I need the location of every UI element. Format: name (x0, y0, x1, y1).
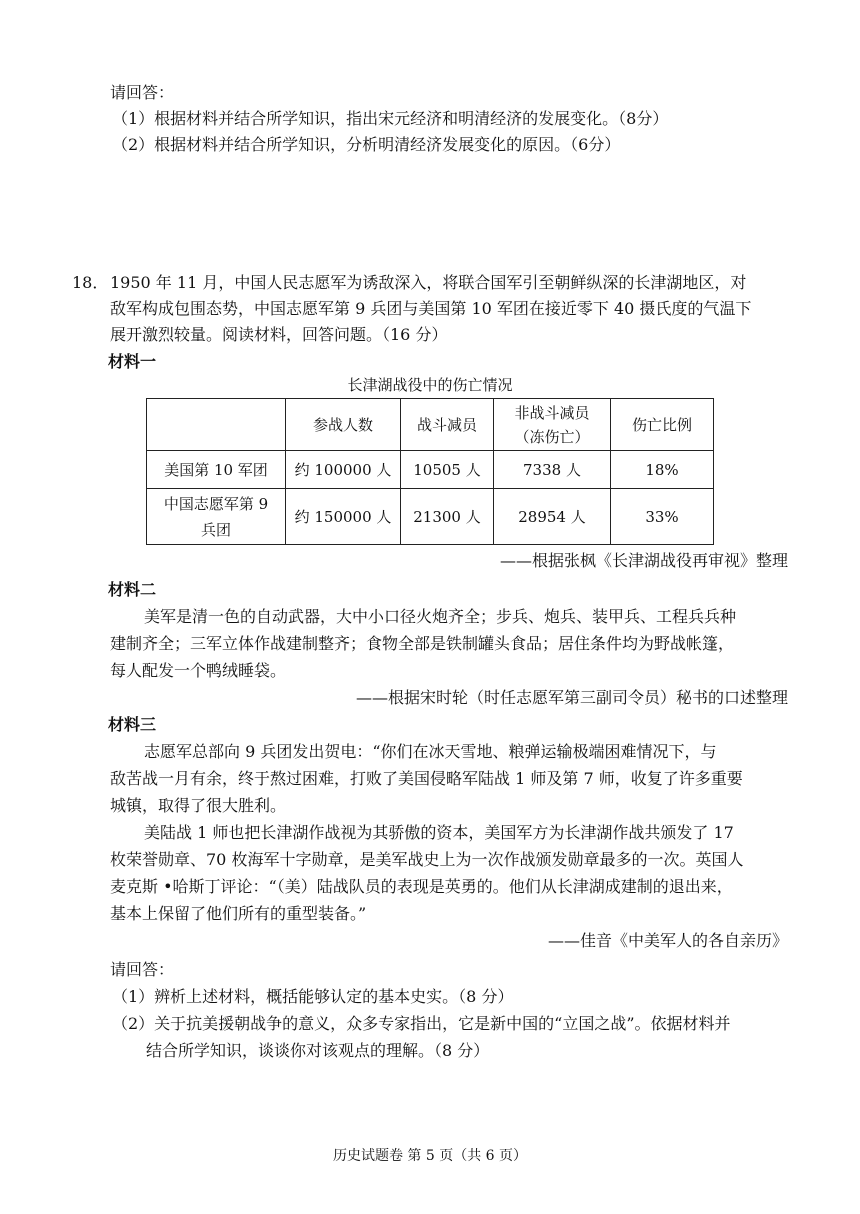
material-2-source: ——根据宋时轮（时任志愿军第三副司令员）秘书的口述整理 (355, 688, 788, 707)
table-cell: 21300 人 (401, 489, 494, 545)
casualty-table (146, 398, 714, 545)
material-3-text-line: 基本上保留了他们所有的重型装备。” (110, 904, 367, 923)
table-cell: 33% (611, 489, 714, 545)
material-2-text-line: 建制齐全；三军立体作战建制整齐；食物全部是铁制罐头食品；居住条件均为野战帐篷， (110, 634, 735, 653)
table-cell (147, 489, 286, 545)
q18-sub-question-1: （1）辨析上述材料，概括能够认定的基本史实。（8 分） (112, 987, 514, 1006)
table-cell-line: 兵团 (200, 520, 231, 539)
q18-intro-line: 敌军构成包围态势，中国志愿军第 9 兵团与美国第 10 军团在接近零下 40 摄氏度的气温下 (110, 299, 752, 318)
table-header-line: （冻伤亡） (514, 427, 590, 446)
table-cell: 美国第 10 军团 (147, 451, 286, 489)
material-3-text-line: 城镇，取得了很大胜利。 (110, 796, 287, 815)
material-1-source: ——根据张枫《长津湖战役再审视》整理 (499, 551, 788, 570)
table-cell: 约 100000 人 (286, 451, 401, 489)
table-header-cell (494, 399, 611, 451)
q18-sub-question-2-continued: 结合所学知识，谈谈你对该观点的理解。（8 分） (146, 1041, 490, 1060)
q17-sub-question-2: （2）根据材料并结合所学知识，分析明清经济发展变化的原因。（6分） (112, 135, 621, 154)
q18-sub-question-2: （2）关于抗美援朝战争的意义，众多专家指出，它是新中国的“立国之战”。依据材料并 (112, 1014, 731, 1033)
q17-prompt: 请回答： (110, 83, 175, 102)
material-1-label: 材料一 (108, 352, 157, 371)
q17-sub-question-1: （1）根据材料并结合所学知识，指出宋元经济和明清经济的发展变化。（8分） (112, 109, 669, 128)
table-header-row (147, 399, 714, 451)
table-header-line: 非战斗减员 (514, 403, 590, 422)
material-3-label: 材料三 (108, 715, 157, 734)
table-cell: 约 150000 人 (286, 489, 401, 545)
table-cell-line: 中国志愿军第 9 (163, 494, 269, 513)
table-cell: 10505 人 (401, 451, 494, 489)
table-header-cell: 战斗减员 (401, 399, 494, 451)
material-3-text-line: 枚荣誉勋章、70 枚海军十字勋章，是美军战史上为一次作战颁发勋章最多的一次。英国人 (110, 850, 744, 869)
page-footer: 历史试题卷 第 5 页（共 6 页） (332, 1148, 528, 1164)
q18-number: 18． (72, 273, 109, 292)
table-row (147, 489, 714, 545)
q18-intro-line: 1950 年 11 月，中国人民志愿军为诱敌深入，将联合国军引至朝鲜纵深的长津湖地区，对 (110, 273, 747, 292)
material-3-text-line: 麦克斯 •哈斯丁评论：“（美）陆战队员的表现是英勇的。他们从长津湖成建制的退出来， (110, 877, 733, 896)
table-header-cell: 伤亡比例 (611, 399, 714, 451)
table-cell: 28954 人 (494, 489, 611, 545)
q18-prompt: 请回答： (110, 960, 175, 979)
table-row (147, 451, 714, 489)
material-3-text-line: 敌苦战一月有余，终于熬过困难，打败了美国侵略军陆战 1 师及第 7 师，收复了许多重要 (110, 769, 743, 788)
material-2-text-line: 每人配发一个鸭绒睡袋。 (110, 661, 287, 680)
table-cell: 7338 人 (494, 451, 611, 489)
material-3-text-line: 志愿军总部向 9 兵团发出贺电：“你们在冰天雪地、粮弹运输极端困难情况下，与 (144, 742, 717, 761)
table-header-cell: 参战人数 (286, 399, 401, 451)
material-3-source: ——佳音《中美军人的各自亲历》 (547, 931, 788, 950)
table-header-cell (147, 399, 286, 451)
material-2-label: 材料二 (108, 580, 157, 599)
table-cell: 18% (611, 451, 714, 489)
table-caption: 长津湖战役中的伤亡情况 (347, 376, 513, 394)
material-3-text-line: 美陆战 1 师也把长津湖作战视为其骄傲的资本，美国军方为长津湖作战共颁发了 17 (144, 823, 734, 842)
q18-intro-line: 展开激烈较量。阅读材料，回答问题。（16 分） (110, 325, 448, 344)
material-2-text-line: 美军是清一色的自动武器，大中小口径火炮齐全；步兵、炮兵、装甲兵、工程兵兵种 (144, 607, 737, 626)
